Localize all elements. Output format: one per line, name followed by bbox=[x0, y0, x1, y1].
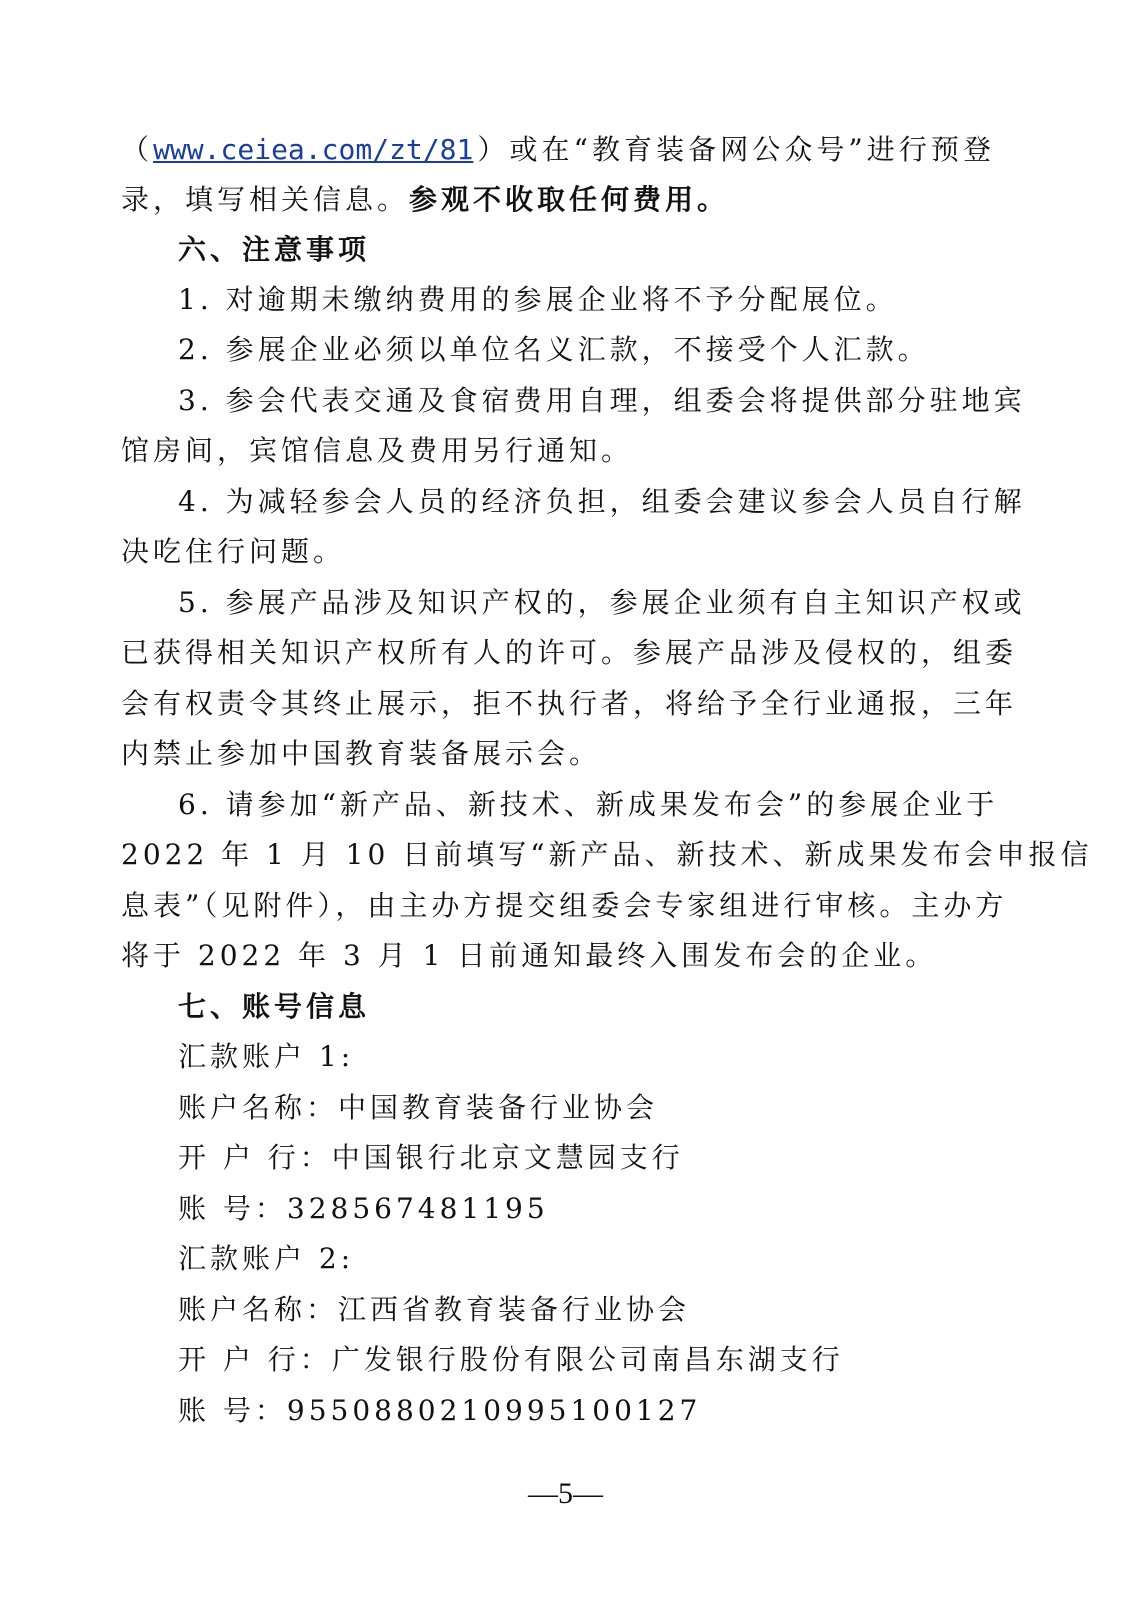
notice-item-6-line-4: 将于 2022 年 3 月 1 日前通知最终入围发布会的企业。 bbox=[121, 939, 938, 972]
account-1-name: 账户名称：中国教育装备行业协会 bbox=[178, 1091, 659, 1124]
account-2-number: 账 号：9550880210995100127 bbox=[178, 1394, 702, 1427]
notice-item-6-line-3: 息表”（见附件），由主办方提交组委会专家组进行审核。主办方 bbox=[121, 889, 1008, 922]
section-7-heading: 七、账号信息 bbox=[178, 990, 371, 1023]
account-1-bank: 开 户 行：中国银行北京文慧园支行 bbox=[178, 1141, 684, 1174]
notice-item-3-line-2: 馆房间，宾馆信息及费用另行通知。 bbox=[121, 434, 634, 467]
page-number: —5— bbox=[528, 1477, 603, 1510]
notice-item-6-line-1: 6. 请参加“新产品、新技术、新成果发布会”的参展企业于 bbox=[178, 788, 999, 821]
intro-line-1 bbox=[121, 130, 991, 170]
account-2-bank: 开 户 行：广发银行股份有限公司南昌东湖支行 bbox=[178, 1343, 844, 1376]
notice-item-3-line-1: 3. 参会代表交通及食宿费用自理，组委会将提供部分驻地宾 bbox=[178, 384, 1026, 417]
account-2-name: 账户名称：江西省教育装备行业协会 bbox=[178, 1293, 691, 1326]
notice-item-1: 1. 对逾期未缴纳费用的参展企业将不予分配展位。 bbox=[178, 283, 898, 316]
notice-item-4-line-1: 4. 为减轻参会人员的经济负担，组委会建议参会人员自行解 bbox=[178, 485, 1026, 518]
notice-item-5-line-1: 5. 参展产品涉及知识产权的，参展企业须有自主知识产权或 bbox=[178, 586, 1026, 619]
account-2-title: 汇款账户 2: bbox=[178, 1242, 355, 1275]
registration-link[interactable]: www.ceiea.com/zt/81 bbox=[153, 133, 474, 166]
notice-item-6-line-2: 2022 年 1 月 10 日前填写“新产品、新技术、新成果发布会申报信 bbox=[121, 838, 1093, 871]
section-6-heading: 六、注意事项 bbox=[178, 233, 371, 266]
notice-item-5-line-4: 内禁止参加中国教育装备展示会。 bbox=[121, 737, 602, 770]
notice-item-2: 2. 参展企业必须以单位名义汇款，不接受个人汇款。 bbox=[178, 333, 930, 366]
account-1-title: 汇款账户 1: bbox=[178, 1040, 355, 1073]
account-1-number: 账 号：328567481195 bbox=[178, 1192, 549, 1225]
notice-item-4-line-2: 决吃住行问题。 bbox=[121, 535, 346, 568]
intro-line-1-rest: ）或在“教育装备网公众号”进行预登 bbox=[473, 133, 991, 166]
open-paren: （ bbox=[121, 133, 154, 166]
free-visit-notice: 参观不收取任何费用。 bbox=[409, 183, 730, 216]
notice-item-5-line-3: 会有权责令其终止展示，拒不执行者，将给予全行业通报，三年 bbox=[121, 687, 1018, 720]
intro-line-2-text: 录，填写相关信息。 bbox=[121, 183, 410, 216]
notice-item-5-line-2: 已获得相关知识产权所有人的许可。参展产品涉及侵权的，组委 bbox=[121, 636, 1018, 669]
intro-line-2 bbox=[121, 180, 1131, 220]
